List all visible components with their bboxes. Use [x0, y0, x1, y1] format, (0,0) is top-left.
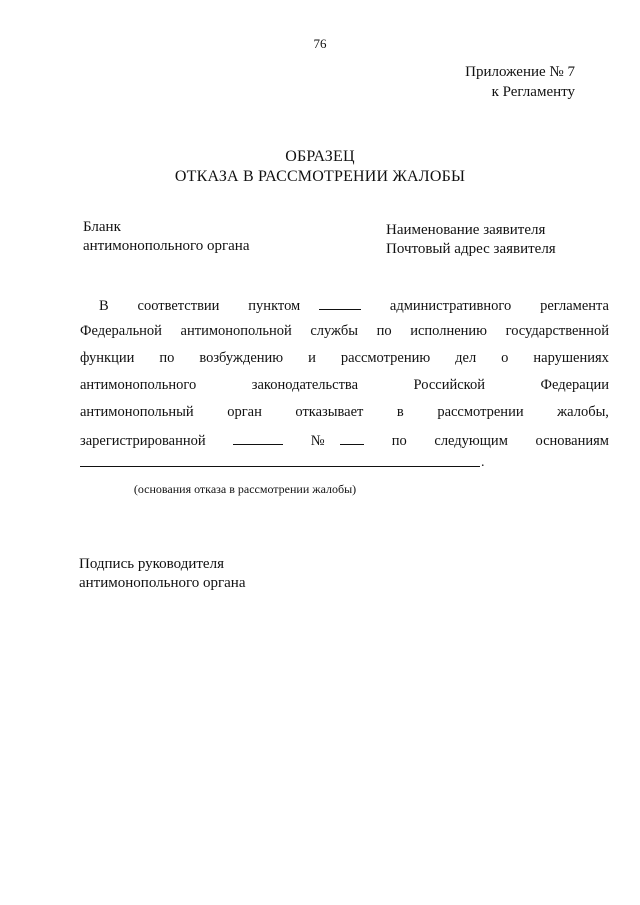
word: пунктом	[248, 298, 301, 314]
word: рассмотрении	[437, 404, 524, 420]
annex-label	[420, 62, 575, 102]
grounds-fill-line	[80, 466, 480, 467]
word: нарушениях	[533, 350, 609, 366]
word: отказывает	[295, 404, 364, 420]
word: и	[308, 350, 316, 366]
body-paragraph	[80, 296, 609, 458]
applicant-name-label: Наименование заявителя	[386, 222, 546, 238]
body-line-3	[80, 350, 609, 377]
registration-number-blank	[340, 431, 364, 445]
sentence-period: .	[481, 455, 485, 470]
title-line-2: ОТКАЗА В РАССМОТРЕНИИ ЖАЛОБЫ	[174, 168, 466, 185]
word: регламента	[540, 298, 609, 314]
word: В	[99, 298, 109, 314]
annex-line-1: Приложение № 7	[465, 64, 575, 80]
document-title	[0, 147, 640, 187]
word: антимонопольный	[80, 404, 194, 420]
body-line-4	[80, 377, 609, 404]
word: рассмотрению	[340, 350, 431, 366]
word: антимонопольного	[80, 377, 197, 393]
word: административного	[389, 298, 512, 314]
word: жалобы,	[557, 404, 609, 420]
word: законодательства	[251, 377, 359, 393]
body-line-1	[80, 296, 609, 323]
letterhead-line-1: Бланк	[83, 219, 121, 235]
number-sign: №	[310, 433, 325, 449]
registration-date-blank	[233, 431, 283, 445]
applicant-block	[386, 221, 556, 259]
body-line-5	[80, 404, 609, 431]
signature-line-1: Подпись руководителя	[79, 556, 224, 572]
word: Российской	[413, 377, 485, 393]
word: по	[376, 323, 392, 339]
letterhead-block	[83, 218, 250, 256]
word: возбуждению	[199, 350, 284, 366]
word: основаниям	[535, 433, 609, 449]
annex-line-2: к Регламенту	[491, 84, 575, 100]
body-line-2	[80, 323, 609, 350]
word: орган	[227, 404, 262, 420]
body-line-6	[80, 431, 609, 458]
clause-blank	[319, 296, 361, 310]
signature-line-2: антимонопольного органа	[79, 575, 246, 591]
word: государственной	[505, 323, 609, 339]
word: дел	[455, 350, 477, 366]
word: следующим	[434, 433, 508, 449]
word: о	[501, 350, 509, 366]
word: по	[391, 433, 407, 449]
word: Федеральной	[80, 323, 162, 339]
word: исполнению	[410, 323, 488, 339]
applicant-address-label: Почтовый адрес заявителя	[386, 241, 556, 257]
word: зарегистрированной	[80, 433, 206, 449]
page-number: 76	[313, 36, 327, 51]
title-line-1: ОБРАЗЕЦ	[285, 148, 355, 165]
word: функции	[80, 350, 135, 366]
letterhead-line-2: антимонопольного органа	[83, 238, 250, 254]
word: Федерации	[540, 377, 609, 393]
word: в	[396, 404, 404, 420]
word: службы	[310, 323, 358, 339]
word: по	[159, 350, 175, 366]
word: антимонопольной	[180, 323, 292, 339]
grounds-caption: (основания отказа в рассмотрении жалобы)	[133, 482, 357, 496]
word: соответствии	[137, 298, 220, 314]
signature-block	[79, 555, 246, 593]
